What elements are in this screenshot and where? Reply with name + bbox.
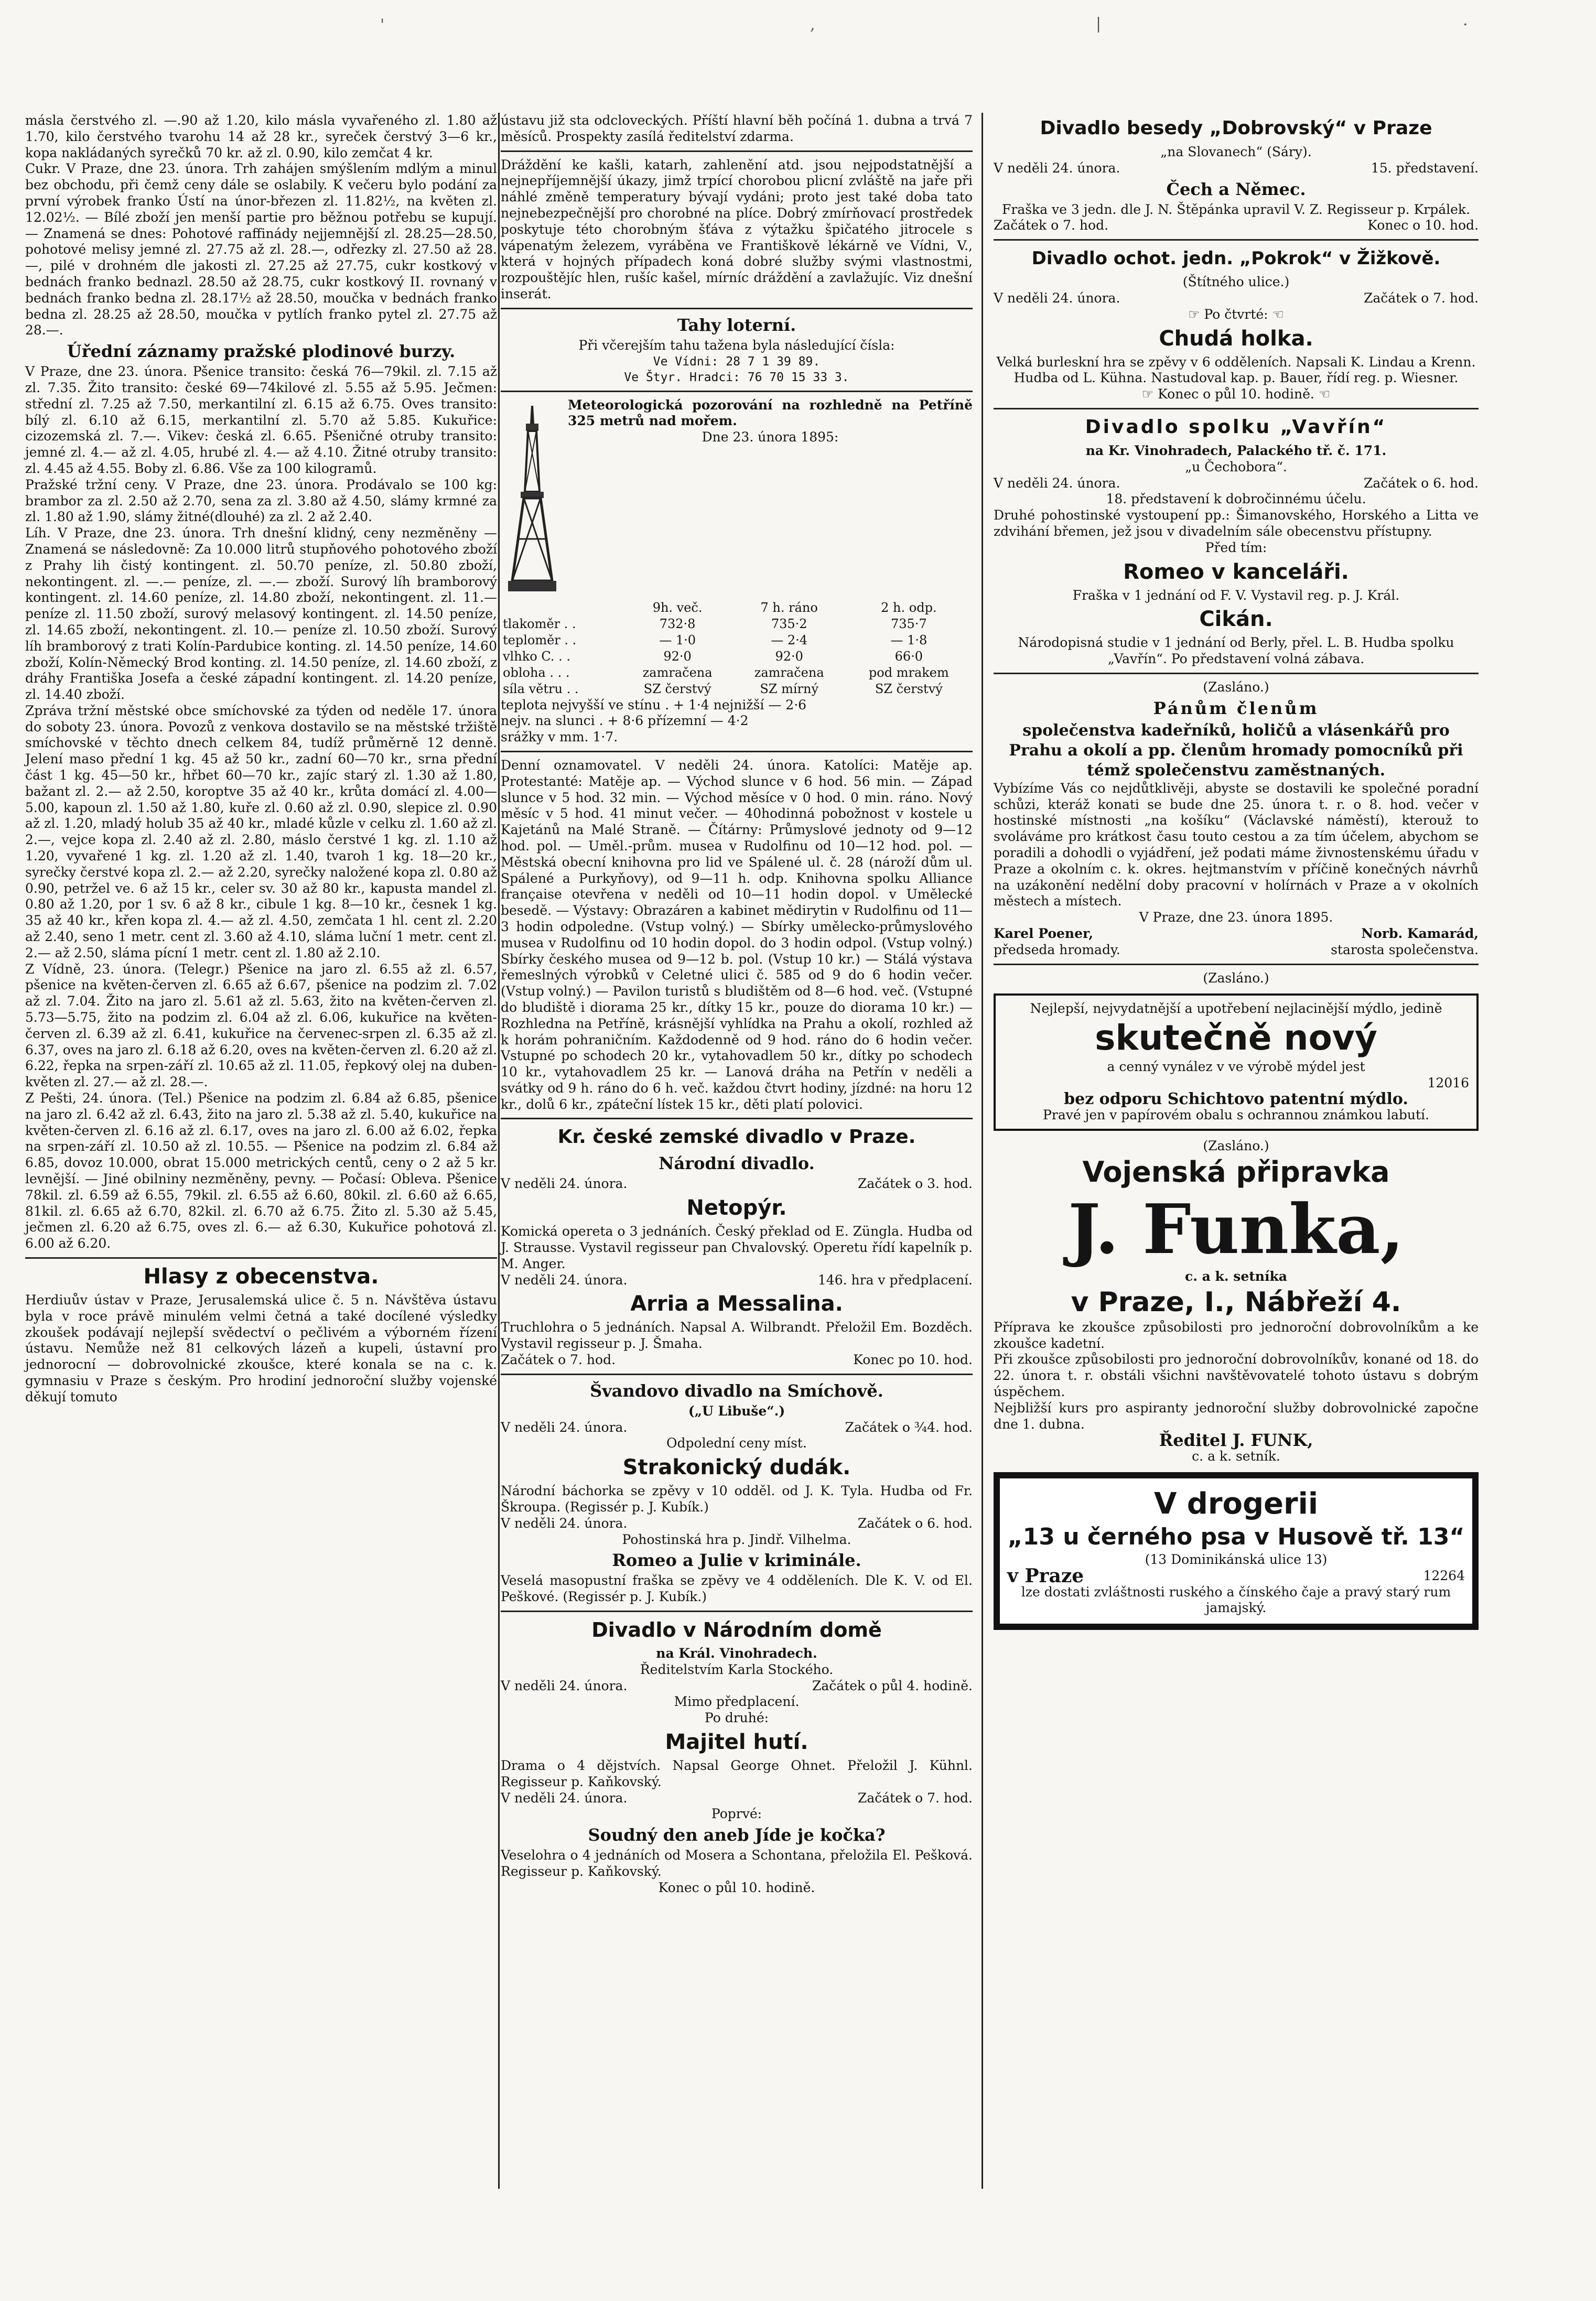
vienna-report: Z Vídně, 23. února. (Telegr.) Pšenice na jaro zl. 6.55 až zl. 6.57, pšenice na květen-červen zl. 6.65 až 6.67, pšenice na podzim zl. 7.02 až zl. 7.04. Žito na jaro zl. 5.61 až zl. 5.63, žito na květen-červen zl. 5.73—5.75, žito na podzim zl. 6.04 až zl. 6.06, kukuřice na květen-červen zl. 6.39 až zl. 6.41, kukuřice na červenec-srpen zl. 6.35 až zl. 6.37, oves na jaro zl. 6.18 až 6.20, oves na květen-červen zl. 6.20 až zl. 6.22, řepka na srpen-září zl. 10.65 až zl. 11.05, řepkový olej na duben-květen zl. 27.— až zl. 28.—. xyxy=(25,961,497,1090)
meteo-header-row: 9h. več. 7 h. ráno 2 h. odp. xyxy=(652,600,937,615)
divider xyxy=(994,239,1479,241)
column-1 xyxy=(25,113,497,2215)
svanda-theatre-heading: Švandovo divadlo na Smíchově. xyxy=(590,1380,883,1401)
show-title: Strakonický dudák. xyxy=(622,1455,851,1480)
notice-date: V Praze, dne 23. února 1895. xyxy=(1139,910,1333,925)
pointing-hand-icon: ☜ xyxy=(1314,386,1331,402)
market-prices: Pražské tržní ceny. V Praze, dne 23. února. Prodávalo se 100 kg: brambor za zl. 2.50 až 2.70, sena za zl. 3.80 až 4.50, slámy krmné za zl. 1.80 až 1.90, slámy žitné(dlouhé) za zl. 2 až 2.40. xyxy=(25,477,497,525)
column-2 xyxy=(501,113,973,2215)
institute-continuation: ústavu již sta odcloveckých. Příští hlavní běh počíná 1. dubna a trvá 7 měsíců. Prospekty zasílá ředitelství zdarma. xyxy=(501,113,973,144)
drugstore-address: (13 Dominikánská ulice 13) xyxy=(1145,1552,1328,1568)
meteo-sun-temp: nejv. na slunci . + 8·6 přízemní — 4·2 xyxy=(501,713,749,729)
submitted-label: (Zasláno.) xyxy=(1203,679,1269,695)
lottery-subtitle: Při včerejším tahu tažena byla následující čísla: xyxy=(578,337,895,353)
show-info: Začátek o 7. hod. Konec o 10. hod. xyxy=(994,218,1479,233)
page-mark: , xyxy=(810,16,815,34)
lottery-row: Ve Vídni: 28 7 1 39 89. xyxy=(653,354,821,369)
divider xyxy=(501,1118,973,1119)
lottery-row: Ve Štyr. Hradci: 76 70 15 33 3. xyxy=(624,370,849,384)
funk-rank: c. a k. setníka xyxy=(1185,1269,1287,1284)
show-info: V neděli 24. února. 15. představení. xyxy=(994,160,1479,176)
pointing-hand-icon: ☞ xyxy=(1188,306,1204,322)
funk-director-rank: c. a k. setník. xyxy=(1192,1449,1280,1464)
submitted-label: (Zasláno.) xyxy=(1203,970,1269,986)
show-title: Netopýr. xyxy=(686,1196,787,1220)
show-description: Drama o 4 dějstvích. Napsal George Ohnet. Přeložil J. Kühnl. Regisseur p. Kaňkovský. xyxy=(501,1758,973,1789)
show-note: 18. představení k dobročinnému účelu. xyxy=(1106,491,1366,507)
show-description: Druhé pohostinské vystoupení pp.: Šimanovského, Horského a Litta ve zdvihání břemen, jež jsou v divadelním sále obecenstvu přístupny. xyxy=(994,507,1479,539)
vavrin-place: „u Čechobora“. xyxy=(1185,459,1287,474)
notice-signatures: Karel Poener, Norb. Kamarád, xyxy=(994,925,1479,941)
divider xyxy=(501,751,973,752)
meteo-row: vlhko C. . . 92·0 92·0 66·0 xyxy=(503,649,923,664)
show-info: V neděli 24. února. Začátek o 6. hod. xyxy=(501,1515,973,1531)
meteo-heading: Meteorologická pozorování na rozhledně na Petříně 325 metrů nad mořem. xyxy=(568,397,973,429)
soap-note: Pravé jen v papírovém obalu s ochrannou známkou labutí. xyxy=(1043,1107,1429,1123)
meteo-row: obloha . . . zamračena zamračena pod mrakem xyxy=(503,665,949,680)
national-theatre-heading: Národní divadlo. xyxy=(659,1153,815,1174)
show-title: Romeo a Julie v kriminále. xyxy=(612,1550,861,1571)
divider xyxy=(501,308,973,309)
show-description: Veselohra o 4 jednáních od Mosera a Schontana, přeložila El. Pešková. Regisseur p. Kaňkovský. xyxy=(501,1848,973,1879)
vavrin-theatre-heading: Divadlo spolku „Vavřín“ xyxy=(1085,416,1387,438)
show-end: Konec o půl 10. hodině. xyxy=(658,1879,815,1895)
divider xyxy=(501,150,973,152)
meteo-row: síla větru . . SZ čerstvý SZ mírný SZ čerstvý xyxy=(503,681,943,696)
column-3 xyxy=(994,113,1479,2215)
drugstore-city-row: v Praze 12264 xyxy=(1007,1564,1465,1587)
column-rule xyxy=(498,113,500,2189)
drugstore-name: „13 u černého psa v Husově tř. 13“ xyxy=(1007,1524,1465,1551)
soap-advert xyxy=(994,993,1479,1131)
pokrok-theatre-heading: Divadlo ochot. jedn. „Pokrok“ v Žižkově. xyxy=(1031,248,1441,269)
pokrok-place: (Štítného ulice.) xyxy=(1182,274,1290,290)
exchange-heading: Úřední záznamy pražské plodinové burzy. xyxy=(67,341,456,362)
soap-ad-number: 12016 xyxy=(1427,1075,1469,1090)
dobrovsky-place: „na Slovanech“ (Sáry). xyxy=(1160,144,1312,159)
funk-address: v Praze, I., Nábřeží 4. xyxy=(1071,1286,1401,1318)
show-description: Národopisná studie v 1 jednání od Berly, přel. L. B. Hudba spolku „Vavřín“. Po představení volná zábava. xyxy=(1018,635,1454,667)
show-title: Chudá holka. xyxy=(1159,326,1313,351)
show-description: Komická opereta o 3 jednáních. Český překlad od E. Züngla. Hudba od J. Strausse. Vystavil regisseur pan Chvalovský. Operetu řídí kapelník p. M. Anger. xyxy=(501,1224,973,1271)
meteo-rain: srážky v mm. 1·7. xyxy=(501,729,618,745)
page-mark: · xyxy=(1463,16,1468,34)
public-voices-text: Herdiuův ústav v Praze, Jerusalemská ulice č. 5 n. Návštěva ústavu byla v roce právě minulém velmi četná a také docílené výsledky zkoušek podávají nejlepší svědectví o pečlivém a výborném řízení ústavu. Nemůže než 81 celkových lázeň a kupeli, ústavní pro jednorocní — dobrovolnické zkoušce, které konala se na c. k. gymnasiu v Praze s českým. Pro hrodiní jednoroční služby vojenské děkují tomuto xyxy=(25,1292,497,1405)
daily-announcer: Denní oznamovatel. V neděli 24. února. Katolíci: Matěje ap. Protestanté: Matěje ap. — Východ slunce v 6 hod. 56 min. — Západ slunce v 5 hod. 32 min. — Východ měsíce v 0 hod. 0 min. ráno. Nový měsíc v 5 hod. 41 minut večer. — 40hodinná pobožnost v kostele u Kajetánů na Malé Straně. — Čítárny: Průmyslové jednoty od 9—12 hod. pol. — Uměl.-prům. musea v Rudolfinu od 10—12 hod. pol. — Městská obecní knihovna pro lid ve Spálené ul. č. 28 (nároží dům ul. Spálené a Purkyňovy), od 9—11 h. odp. Knihovna spolku Alliance française otevřena v neděli od 10—11 hodin dopol. v Umělecké besedě. — Výstavy: Obrazáren a kabinet mědirytin v Rudolfinu od 11—3 hodin odpoledne. (Vstup volný.) — Sbírky umělecko-průmyslového musea v Rudolfinu od 10 hodin dopol. do 3 hodin odpol. (Vstup volný.) Sbírky českého musea od 9—12 b. pol. (Vstup 10 kr.) — Stálá výstava řemeslných výrobků v Celetné ulici č. 585 od 9 do 6 hodin večer. (Vstup volný.) — Pavilon turistů s bludištěm od 8—6 hod. več. (Vstupné do bludiště i diorama 25 kr., dítky 15 kr., pouze do diorama 10 kr.) — Rozhledna na Petříně, krásnější vyhlídka na Prahu a okolí, rozhled až k horám pohraničním. Každodenně od 9 hod. ráno do 6 hodin večer. Vstupné po schodech 20 kr., vytahovadlem 50 kr., dítky po schodech 10 kr., vytahovadlem 25 kr. — Lanová dráha na Petřín v neděli a svátky od 9 h. ráno do 6 h. več. každou čtvrt hodiny, jízdné: na horu 12 kr., dolů 6 kr., zpáteční lístek 15 kr., děti platí polovici. xyxy=(501,757,973,1112)
drugstore-heading: V drogerii xyxy=(1153,1487,1319,1521)
drugstore-text: lze dostati zvláštnosti ruského a čínského čaje a pravý starý rum jamajský. xyxy=(1021,1584,1451,1616)
meteo-table xyxy=(501,600,973,697)
show-note: Po druhé: xyxy=(704,1710,769,1726)
submitted-label: (Zasláno.) xyxy=(1203,1138,1269,1154)
funk-name: J. Funka, xyxy=(1068,1189,1404,1270)
pointing-hand-icon: ☜ xyxy=(1268,306,1284,322)
notice-subtitle: společenstva kadeřníků, holičů a vlásenkářů pro Prahu a okolí a pp. členům hromady pomocníků při témž společenstvu zaměstnaných. xyxy=(1009,721,1463,780)
exchange-report: V Praze, dne 23. února. Pšenice transito: česká 76—79kil. zl. 7.15 až zl. 7.35. Žito transito: české 69—74kilové zl. 5.55 až 5.95. Ječmen: střední zl. 7.25 až 7.50, merkantilní zl. 6.15 až 6.75. Oves transito: bílý zl. 6.10 až 6.15, merkantilní zl. 5.70 až 5.85. Kukuřice: cizozemská zl. 7.—. Vikev: česká zl. 6.65. Pšeničné otruby transito: jemné zl. 4.— až zl. 4.05, hrubé zl. 4.— až 4.10. Žitné otruby transito: zl. 4.45 až 4.55. Boby zl. 6.86. Vše za 100 kilogramů. xyxy=(25,364,497,476)
notice-heading: Pánům členům xyxy=(1153,698,1319,718)
divider xyxy=(994,964,1479,965)
show-note: Poprvé: xyxy=(711,1806,762,1822)
meteo-row: teploměr . . — 1·0 — 2·4 — 1·8 xyxy=(503,632,928,647)
spirit-report: Líh. V Praze, dne 23. února. Trh dnešní klidný, ceny nezměněny — Znamená se následovně: Za 10.000 litrů stupňového pohotového zboží z Prahy lih čistý kontingent. zl. 50.70 peníze, zl. 50.80 zboží, nekontingent. zl. —.— peníze, zl. —.— zboží. Surový líh bramborový kontingent. zl. 14.60 peníze, zl. 14.80 zboží, nekontingent. zl. 11.— peníze zl. 11.50 zboží, surový melasový kontingent. zl. 14.50 peníze, zl. 14.65 zboží, nekontingent. zl. 10.— peníze zl. 10.50 zboží. Surový líh bramborový z trati Kolín-Pardubice konting. zl. 14.50 peníze, 14.60 zboží, Kolín-Německý Brod konting. zl. 14.50 peníze, zl. 14.60 zboží, z dráhy Františka Josefa a české západní kontingent. zl. 14.20 peníze, zl. 14.40 zboží. xyxy=(25,525,497,703)
show-note: Před tím: xyxy=(1205,539,1267,555)
show-info: V neděli 24. února. Začátek o půl 4. hodině. xyxy=(501,1678,973,1693)
show-description: Národní báchorka se zpěvy v 10 odděl. od J. K. Tyla. Hudba od Fr. Škroupa. (Regissér p. J. Kubík.) xyxy=(501,1483,973,1515)
show-info: V neděli 24. února. Začátek o 7. hod. xyxy=(501,1790,973,1806)
funk-text: Nejbližší kurs pro aspiranty jednoroční služby dobrovolnické započne dne 1. dubna. xyxy=(994,1400,1479,1432)
smichov-market-report: Zpráva tržní městské obce smíchovské za týden od neděle 17. února do soboty 23. února. Povozů z venkova dostavilo se na městské tržiště smíchovské v těchto dnech celkem 84, tudíž průměrně 12 denně. Jelení maso přední 1 kg. 45 až 50 kr., zadní 60—70 kr., srna přední část 1 kg. 45—50 kr., hřbet 60—70 kr., zajíc starý zl. 1.30 až 1.80, bažant zl. 2.— až 2.50, koroptve 35 až 40 kr., krůta domácí zl. 4.00—5.00, kapoun zl. 1.50 až 1.80, kuře zl. 0.60 až zl. 0.90, slepice zl. 0.90 až zl. 1.20, mladý holub 35 až 40 kr., mladé kůzle v celku zl. 1.60 až zl. 2.—, vejce kopa zl. 2.40 až zl. 2.80, máslo čerstvé 1 kg. zl. 1.10 až 1.20, vyvařené 1 kg. zl. 1.20 až zl. 1.40, tvaroh 1 kg. 18—20 kr., syrečky čerstvé kopa zl. 2.— až 2.20, syrečky naložené kopa zl. 0.80 až 0.90, petržel ve. 6 až 15 kr., celer sv. 30 až 80 kr., kapusta mandel zl. 0.80 až 1.20, por 1 sv. 6 až 8 kr., cibule 1 kg. 8—10 kr., česnek 1 kg. 35 až 40 kr., křen kopa zl. 4.— až zl. 4.50, zemčata 1 hl. cent zl. 2.20 až 2.40, seno 1 metr. cent zl. 3.60 až 4.10, sláma luční 1 metr. cent zl. 2.— až 2.50, sláma pícní 1 metr. cent zl. 1.80 až 2.10. xyxy=(25,703,497,960)
divider xyxy=(994,673,1479,674)
notice-signature-roles: předseda hromady. starosta společenstva. xyxy=(994,942,1479,957)
show-description: Fraška v 1 jednání od F. V. Vystavil reg. p. J. Král. xyxy=(1072,587,1400,603)
show-info: V neděli 24. února. Začátek o 6. hod. xyxy=(994,475,1479,491)
show-info: V neděli 24. února. Začátek o ¾4. hod. xyxy=(501,1419,973,1435)
soap-headline: skutečně nový xyxy=(1095,1018,1377,1058)
vavrin-address: na Kr. Vinohradech, Palackého tř. č. 171. xyxy=(1085,442,1387,458)
show-title: Soudný den aneb Jíde je kočka? xyxy=(588,1825,886,1845)
meteo-row: tlakoměr . . 732·8 735·2 735·7 xyxy=(503,616,927,631)
divider xyxy=(501,1611,973,1612)
show-title: Arria a Messalina. xyxy=(630,1292,843,1316)
petrin-tower-illustration xyxy=(501,403,564,597)
national-house-place: na Král. Vinohradech. xyxy=(656,1646,817,1661)
show-title: Romeo v kanceláři. xyxy=(1123,559,1349,584)
show-note: Odpolední ceny míst. xyxy=(666,1435,807,1451)
show-info: V neděli 24. února. Začátek o 3. hod. xyxy=(501,1176,973,1192)
notice-text: Vybízíme Vás co nejdůtklivěji, abyste se dostavili ke společné poradní schůzi, kteráž konati se bude dne 25. února t. r. o 8. hod. večer v hostinské místnosti „na košíku“ (Václavské náměstí), kterouž to svoláváme pro krátkost času touto cestou a za tím účelem, abychom se poradili a dohodli o vyjádření, jež podati máme živnostenskému úřadu v Praze a okolním c. k. okres. hejtmanstvím v příčině konečných návrhů na uzákonění nedělní doby pracovní v holírnách v Praze a v okolních městech a místech. xyxy=(994,780,1479,909)
military-prep-heading: Vojenská připravka xyxy=(1082,1155,1390,1189)
show-title: Majitel hutí. xyxy=(665,1730,808,1755)
show-description: Veselá masopustní fraška se zpěvy ve 4 odděleních. Dle K. V. od El. Peškové. (Regissér p. J. Kubík.) xyxy=(501,1573,973,1605)
column-rule xyxy=(982,113,983,2189)
show-note: Mimo předplacení. xyxy=(674,1694,800,1710)
cough-article: Dráždění ke kašli, katarh, zahlenění atd. jsou nejpodstatnější a nejnepříjemnější úkazy, jimž trpící chorobou plicní zvláště na jaře při náhlé změně temperatury bývají vydáni; proto jest také doba tato nejnebezpečnější pro chorobné na plíce. Dobrý zmírňovací prostředek poskytuje této chorobným šťáva z výtažku špičatého jitrocele s vápenatým železem, vyráběna ve Františkově lékárně ve Vídni, V., která v hojných případech koná dobré služby svými vlastnostmi, rozpouštějíc hlen, rušíc kašel, mírníc dráždění a zavlažujíc. Viz dnešní inserát. xyxy=(501,157,973,301)
soap-intro: Nejlepší, nejvydatnější a upotřebení nejlacinější mýdlo, jedině xyxy=(1030,1001,1442,1017)
svanda-subtitle: („U Libuše“.) xyxy=(688,1403,785,1419)
page-mark: | xyxy=(1096,15,1102,33)
show-description: Fraška ve 3 jedn. dle J. N. Štěpánka upravil V. Z. Regisseur p. Krpálek. xyxy=(1002,201,1470,217)
pest-report: Z Pešti, 24. února. (Tel.) Pšenice na podzim zl. 6.84 až 6.85, pšenice na jaro zl. 6.42 až zl. 6.43, žito na jaro zl. 5.38 až zl. 5.40, kukuřice na květen-červen zl. 6.16 až zl. 6.17, oves na jaro zl. 6.00 až 6.02, řepka na srpen-září zl. 10.50 až zl. 10.55. — Pšenice na podzim zl. 6.84 až 6.85, dovoz 10.000, obrat 15.000 metrických centů, ceny o 2 až 5 kr. levnější. — Jiné obilniny nezměněny, pevny. — Počasí: Oblevа. Pšenice 78kil. zl. 6.59 až 6.55, 79kil. zl. 6.55 až 6.60, 80kil. zl. 6.60 až 6.65, 81kil. zl. 6.65 až 6.70, 82kil. zl. 6.70 až 6.75. Žito zl. 5.30 až 5.45, ječmen zl. 6.20 až 6.75, oves zl. 6.— až 6.30, Kukuřice pohotová zl. 6.00 až 6.20. xyxy=(25,1090,497,1251)
funk-director: Ředitel J. FUNK, xyxy=(1159,1430,1313,1451)
butter-prices: másla čerstvého zl. —.90 až 1.20, kilo másla vyvařeného zl. 1.80 až 1.70, kilo čerstvého tvarohu 14 až 28 kr., syreček čerstvý 3—6 kr., kopa nakládaných syrečků 70 kr. až zl. 0.90, kilo zemčat 4 kr. xyxy=(25,113,497,160)
show-note: Pohostinská hra p. Jindř. Vilhelma. xyxy=(622,1531,851,1547)
divider xyxy=(501,1374,973,1375)
show-title: Cikán. xyxy=(1199,607,1273,632)
show-title: Čech a Němec. xyxy=(1166,179,1306,199)
dobrovsky-theatre-heading: Divadlo besedy „Dobrovský“ v Praze xyxy=(1040,117,1432,139)
divider xyxy=(501,391,973,392)
lottery-results xyxy=(501,354,973,385)
meteo-max-temp: teplota nejvyšší ve stínu . + 1·4 nejnižší — 2·6 xyxy=(501,697,807,712)
show-end: ☞ Konec o půl 10. hodině. ☜ xyxy=(1141,386,1331,402)
funk-text: Při zkoušce způsobilosti pro jednoroční dobrovolníkův, konané od 18. do 22. února t. r. obstáli všichni navštěvovatelé tohoto ústavu s dobrým úspěchem. xyxy=(994,1352,1479,1400)
soap-text: a cenný vynález v ve výrobě mýdel jest xyxy=(1107,1059,1365,1075)
divider xyxy=(994,408,1479,409)
show-description: Velká burleskní hra se zpěvy v 6 odděleních. Napsali K. Lindau a Krenn. Hudba od L. Kühna. Nastudoval kap. p. Bauer, řídí reg. p. Wiesner. xyxy=(996,354,1476,386)
show-description: Truchlohra o 5 jednáních. Napsal A. Wilbrandt. Přeložil Em. Bozděch. Vystavil regisseur p. J. Šmaha. xyxy=(501,1320,973,1352)
show-info: V neděli 24. února. 146. hra v předplacení. xyxy=(501,1272,973,1288)
divider xyxy=(25,1257,497,1259)
show-info: V neděli 24. února. Začátek o 7. hod. xyxy=(994,290,1479,306)
meteo-date: Dne 23. února 1895: xyxy=(702,429,839,445)
soap-brand: bez odporu Schichtovo patentní mýdlo. xyxy=(1064,1089,1408,1108)
funk-text: Příprava ke zkoušce způsobilosti pro jednoroční dobrovolníkům a ke zkoušce kadetní. xyxy=(994,1319,1479,1351)
show-note: ☞ Po čtvrté: ☜ xyxy=(1188,306,1284,322)
page-mark: ' xyxy=(380,16,385,34)
sugar-report: Cukr. V Praze, dne 23. února. Trh zahájen smýšlením mdlým a minul bez obchodu, při čemž ceny dále se oslabily. K večeru bylo podání za první výrobek franko Ústí na únor-březen zl. 11.82½, na květen zl. 12.02½. — Bílé zboží jen menší partie pro běžnou potřebu se kupují. — Znamená se dnes: Pohotové raffinády nejjemnější zl. 28.25—28.50, pohotové melisy jemné zl. 27.75 až zl. 28.—, odřezky zl. 27.50 až 28.—, pilé v drohném dle jakosti zl. 27.25 až 27.75, cukr kostkový v bednách franko bednazl. 28.50 až 28.75, cukr kostkový II. rovnaný v bednách franko bedna zl. 28.17½ až 28.50, moučka v bednách franko bedna zl. 28.25 až 28.50, moučka v pytlích franko pytel zl. 27.75 až 28.—. xyxy=(25,161,497,338)
national-house-heading: Divadlo v Národním domě xyxy=(591,1618,882,1642)
lottery-heading: Tahy loterní. xyxy=(677,315,796,335)
drugstore-advert xyxy=(994,1472,1479,1630)
pointing-hand-icon: ☞ xyxy=(1141,386,1158,402)
show-info: Začátek o 7. hod. Konec po 10. hod. xyxy=(501,1352,973,1368)
national-house-director: Ředitelstvím Karla Stockého. xyxy=(640,1661,834,1677)
public-voices-heading: Hlasy z obecenstva. xyxy=(143,1264,379,1289)
provincial-theatre-heading: Kr. české zemské divadlo v Praze. xyxy=(557,1126,916,1148)
